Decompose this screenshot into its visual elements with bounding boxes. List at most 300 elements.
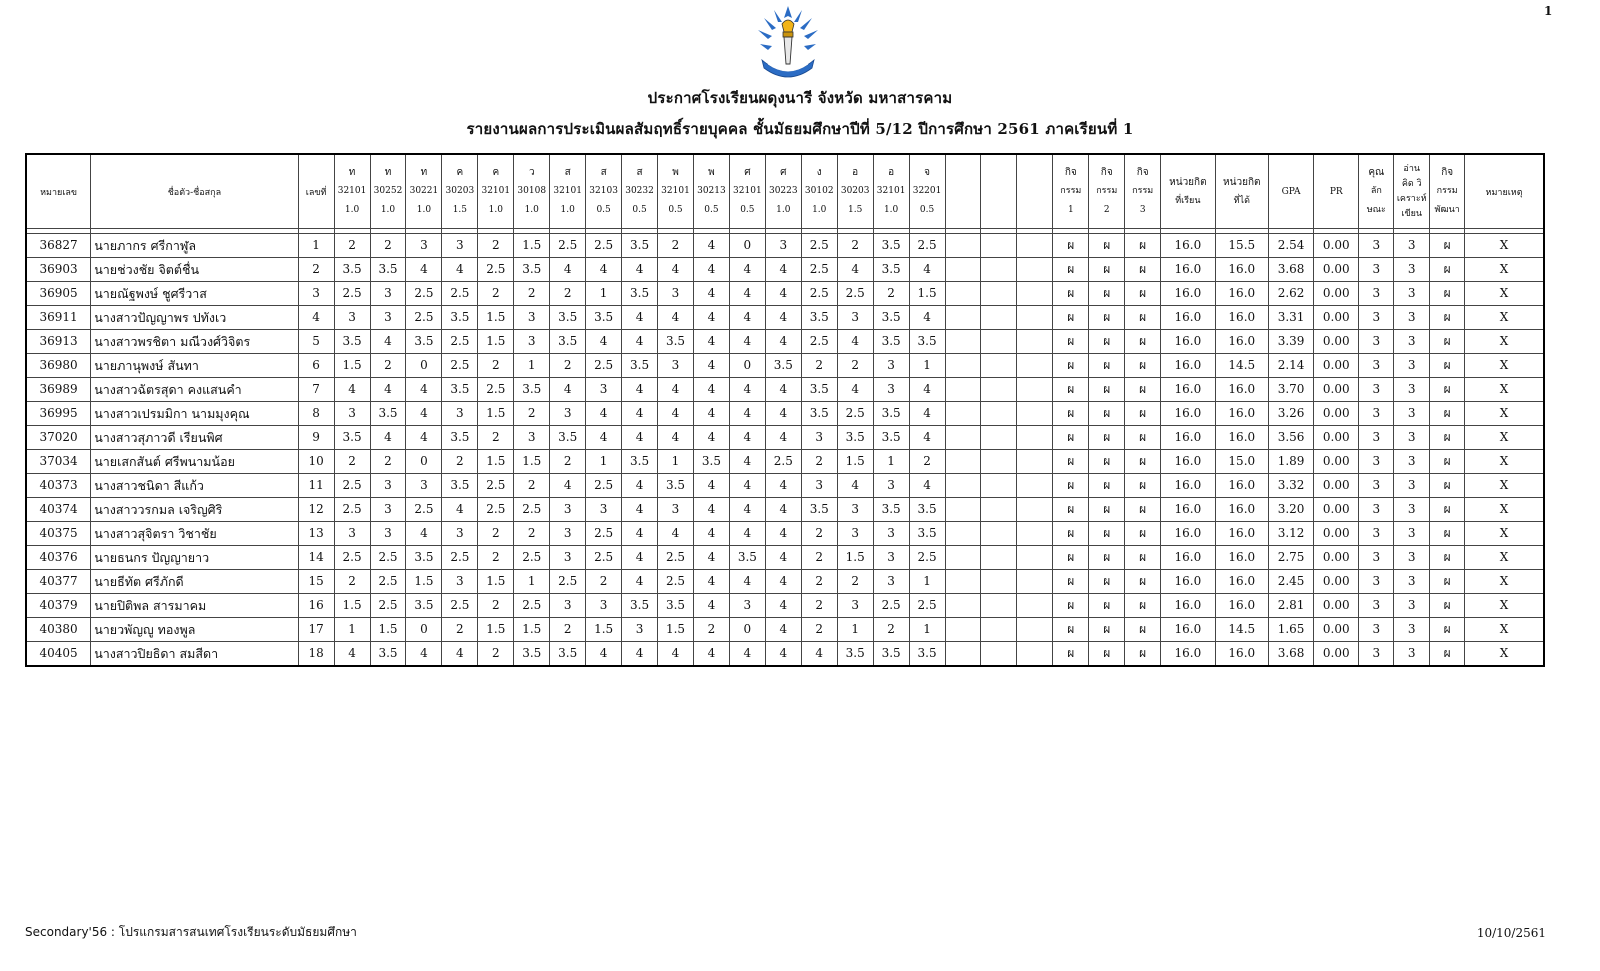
grade-cell: 4 (658, 642, 694, 667)
grade-cell: 3.5 (658, 474, 694, 498)
grade-cell: 1 (873, 450, 909, 474)
grade-cell: 4 (370, 426, 406, 450)
grade-cell: 4 (729, 642, 765, 667)
grade-cell: 2 (370, 234, 406, 258)
empty-cell (981, 282, 1017, 306)
table-row (26, 306, 1544, 330)
development-activity-cell: ผ (1430, 282, 1465, 306)
pr-cell: 0.00 (1314, 570, 1359, 594)
grade-cell: 3 (550, 498, 586, 522)
grade-cell: 1 (334, 618, 370, 642)
empty-cell (981, 570, 1017, 594)
credits-studied-cell: 16.0 (1161, 306, 1215, 330)
student-number-cell: 13 (298, 522, 334, 546)
grade-cell: 3.5 (514, 378, 550, 402)
read-think-write-cell: 3 (1394, 258, 1430, 282)
page-number: 1 (1544, 4, 1553, 18)
grade-cell: 4 (622, 570, 658, 594)
grade-cell: 2 (478, 354, 514, 378)
grade-cell: 4 (765, 306, 801, 330)
empty-cell (945, 450, 981, 474)
grade-cell: 2.5 (370, 594, 406, 618)
activity-result-cell: ผ (1089, 354, 1125, 378)
grade-cell: 3.5 (622, 282, 658, 306)
header-label-line: ค (456, 167, 464, 178)
pr-cell: 0.00 (1314, 450, 1359, 474)
grade-cell: 4 (693, 234, 729, 258)
header-label-line: 32101 (733, 186, 762, 196)
empty-cell (945, 570, 981, 594)
grade-cell: 4 (765, 594, 801, 618)
column-header-subject (909, 154, 945, 229)
header-label-line: พ (708, 167, 715, 178)
grade-cell: 2 (801, 546, 837, 570)
grade-cell: 4 (765, 330, 801, 354)
note-cell: X (1465, 306, 1544, 330)
grade-cell: 2 (514, 474, 550, 498)
header-label-line: 30102 (804, 186, 834, 196)
note-cell: X (1465, 546, 1544, 570)
grade-cell: 4 (406, 378, 442, 402)
empty-cell (1017, 618, 1053, 642)
header-label-line: 30223 (768, 186, 798, 196)
column-header-subject (334, 154, 370, 229)
grade-cell: 4 (334, 642, 370, 667)
gpa-cell: 2.14 (1268, 354, 1313, 378)
grade-cell: 4 (658, 378, 694, 402)
student-name-cell: นางสาววรกมล เจริญศิริ (91, 498, 298, 522)
credits-studied-cell: 16.0 (1161, 498, 1215, 522)
grade-cell: 4 (693, 594, 729, 618)
header-label-line: 32103 (589, 186, 618, 196)
note-cell: X (1465, 642, 1544, 667)
grade-cell: 3.5 (370, 258, 406, 282)
activity-result-cell: ผ (1053, 330, 1089, 354)
grade-cell: 3.5 (622, 450, 658, 474)
grade-cell: 3 (765, 234, 801, 258)
grade-cell: 4 (586, 642, 622, 667)
grade-cell: 3.5 (873, 498, 909, 522)
development-activity-cell: ผ (1430, 498, 1465, 522)
grade-cell: 3 (370, 498, 406, 522)
grade-cell: 4 (729, 258, 765, 282)
grade-cell: 4 (622, 258, 658, 282)
grade-cell: 3 (550, 522, 586, 546)
table-row (26, 498, 1544, 522)
pr-cell: 0.00 (1314, 306, 1359, 330)
student-number-cell: 10 (298, 450, 334, 474)
grade-cell: 4 (586, 426, 622, 450)
credits-earned-cell: 14.5 (1215, 354, 1268, 378)
development-activity-cell: ผ (1430, 642, 1465, 667)
gpa-cell: 3.12 (1268, 522, 1313, 546)
header-label-line: 0.5 (740, 205, 755, 215)
grade-cell: 4 (586, 330, 622, 354)
grade-cell: 3 (658, 282, 694, 306)
activity-result-cell: ผ (1089, 522, 1125, 546)
grade-cell: 3 (442, 234, 478, 258)
column-header-subject (801, 154, 837, 229)
grade-cell: 2 (478, 426, 514, 450)
grade-cell: 3 (370, 306, 406, 330)
pr-cell: 0.00 (1314, 282, 1359, 306)
grade-cell: 3.5 (801, 378, 837, 402)
grade-cell: 2.5 (442, 330, 478, 354)
student-name-cell: นายช่วงชัย จิตต์ชื่น (91, 258, 298, 282)
student-id-cell: 36989 (26, 378, 91, 402)
grade-cell: 3.5 (442, 378, 478, 402)
student-id-cell: 40405 (26, 642, 91, 667)
header-label-line: 1.0 (380, 205, 396, 215)
student-number-cell: 6 (298, 354, 334, 378)
empty-cell (945, 426, 981, 450)
grade-cell: 1 (586, 450, 622, 474)
grade-cell: 1 (837, 618, 873, 642)
grade-cell: 2.5 (586, 546, 622, 570)
grade-cell: 3 (442, 402, 478, 426)
grade-cell: 3.5 (622, 354, 658, 378)
grade-cell: 3.5 (370, 642, 406, 667)
grade-cell: 3.5 (442, 306, 478, 330)
grade-cell: 4 (729, 378, 765, 402)
empty-cell (1017, 570, 1053, 594)
grade-cell: 4 (442, 642, 478, 667)
empty-cell (945, 618, 981, 642)
grade-cell: 2.5 (801, 330, 837, 354)
grade-cell: 4 (909, 474, 945, 498)
student-name-cell: นายธีทัต ศรีภักดี (91, 570, 298, 594)
read-think-write-cell: 3 (1394, 282, 1430, 306)
activity-result-cell: ผ (1125, 426, 1161, 450)
student-id-cell: 40379 (26, 594, 91, 618)
grade-cell: 4 (693, 354, 729, 378)
credits-studied-cell: 16.0 (1161, 450, 1215, 474)
grade-cell: 3 (550, 594, 586, 618)
grade-cell: 4 (729, 474, 765, 498)
empty-cell (981, 594, 1017, 618)
empty-cell (1017, 354, 1053, 378)
read-think-write-cell: 3 (1394, 570, 1430, 594)
grade-cell: 2 (909, 450, 945, 474)
read-think-write-cell: 3 (1394, 522, 1430, 546)
credits-studied-cell: 16.0 (1161, 522, 1215, 546)
grade-cell: 2 (873, 618, 909, 642)
grade-cell: 4 (729, 402, 765, 426)
table-row (26, 234, 1544, 258)
gpa-cell: 3.20 (1268, 498, 1313, 522)
grade-cell: 2.5 (586, 522, 622, 546)
header-label-line: ศ (780, 167, 787, 178)
development-activity-cell: ผ (1430, 354, 1465, 378)
grade-cell: 3 (801, 426, 837, 450)
pr-cell: 0.00 (1314, 258, 1359, 282)
activity-result-cell: ผ (1125, 330, 1161, 354)
grade-cell: 2.5 (586, 474, 622, 498)
student-id-cell: 36913 (26, 330, 91, 354)
student-id-cell: 40377 (26, 570, 91, 594)
gpa-cell: 1.65 (1268, 618, 1313, 642)
student-name-cell: นางสาวปิยธิดา สมสีดา (91, 642, 298, 667)
development-activity-cell: ผ (1430, 306, 1465, 330)
header-label-line: 1.0 (416, 205, 432, 215)
pr-cell: 0.00 (1314, 330, 1359, 354)
grade-cell: 2 (514, 402, 550, 426)
header-label-line: 1.0 (488, 205, 503, 215)
column-header-number: เลขที่ (298, 154, 334, 229)
header-label-line: 32101 (876, 186, 906, 196)
header-label-line: อ (888, 167, 895, 178)
grade-cell: 2 (801, 570, 837, 594)
development-activity-cell: ผ (1430, 234, 1465, 258)
credits-studied-cell: 16.0 (1161, 474, 1215, 498)
grade-cell: 2 (658, 234, 694, 258)
note-cell: X (1465, 330, 1544, 354)
grade-cell: 3.5 (909, 642, 945, 667)
grade-cell: 2.5 (801, 258, 837, 282)
student-id-cell: 40380 (26, 618, 91, 642)
student-name-cell: นางสาวพรชิตา มณีวงศ์วิจิตร (91, 330, 298, 354)
grade-cell: 4 (550, 378, 586, 402)
student-id-cell: 37034 (26, 450, 91, 474)
activity-result-cell: ผ (1053, 282, 1089, 306)
development-activity-cell: ผ (1430, 258, 1465, 282)
credits-earned-cell: 16.0 (1215, 378, 1268, 402)
activity-result-cell: ผ (1053, 498, 1089, 522)
grade-cell: 4 (729, 570, 765, 594)
grade-cell: 1 (586, 282, 622, 306)
header-label-line: ษณะ (1366, 205, 1386, 215)
activity-result-cell: ผ (1053, 450, 1089, 474)
grade-cell: 2.5 (909, 546, 945, 570)
note-cell: X (1465, 402, 1544, 426)
activity-result-cell: ผ (1053, 354, 1089, 378)
development-activity-cell: ผ (1430, 546, 1465, 570)
grade-cell: 3 (550, 402, 586, 426)
column-header-gpa: GPA (1268, 154, 1313, 229)
pr-cell: 0.00 (1314, 474, 1359, 498)
empty-cell (981, 330, 1017, 354)
development-activity-cell: ผ (1430, 570, 1465, 594)
grade-cell: 4 (406, 426, 442, 450)
activity-result-cell: ผ (1053, 306, 1089, 330)
grade-cell: 4 (658, 522, 694, 546)
header-label-line: พ (672, 167, 679, 178)
student-id-cell: 40376 (26, 546, 91, 570)
grade-cell: 4 (693, 570, 729, 594)
activity-result-cell: ผ (1125, 450, 1161, 474)
grade-cell: 3 (334, 306, 370, 330)
empty-cell (1017, 402, 1053, 426)
column-header-characteristics (1359, 154, 1394, 229)
activity-result-cell: ผ (1125, 378, 1161, 402)
credits-earned-cell: 16.0 (1215, 546, 1268, 570)
development-activity-cell: ผ (1430, 426, 1465, 450)
activity-result-cell: ผ (1125, 618, 1161, 642)
credits-earned-cell: 16.0 (1215, 642, 1268, 667)
empty-cell (981, 450, 1017, 474)
pr-cell: 0.00 (1314, 354, 1359, 378)
grade-cell: 4 (765, 570, 801, 594)
grade-cell: 2 (693, 618, 729, 642)
characteristics-cell: 3 (1359, 642, 1394, 667)
activity-result-cell: ผ (1089, 234, 1125, 258)
grade-cell: 1 (909, 570, 945, 594)
grade-cell: 4 (765, 426, 801, 450)
table-row (26, 258, 1544, 282)
grade-cell: 2.5 (406, 282, 442, 306)
header-label-line: 1 (1067, 205, 1074, 215)
grade-cell: 3.5 (873, 426, 909, 450)
development-activity-cell: ผ (1430, 522, 1465, 546)
activity-result-cell: ผ (1089, 618, 1125, 642)
table-row (26, 402, 1544, 426)
header-label-line: 1.0 (344, 205, 360, 215)
grade-cell: 2.5 (801, 234, 837, 258)
grade-cell: 4 (729, 330, 765, 354)
characteristics-cell: 3 (1359, 258, 1394, 282)
note-cell: X (1465, 354, 1544, 378)
note-cell: X (1465, 450, 1544, 474)
credits-earned-cell: 16.0 (1215, 258, 1268, 282)
header-label-line: กรรม (1436, 186, 1458, 196)
grade-cell: 2 (478, 282, 514, 306)
empty-cell (981, 522, 1017, 546)
grade-cell: 1.5 (478, 330, 514, 354)
characteristics-cell: 3 (1359, 426, 1394, 450)
grade-cell: 4 (622, 306, 658, 330)
pr-cell: 0.00 (1314, 498, 1359, 522)
column-header-subject (765, 154, 801, 229)
header-label-line: 30232 (625, 186, 654, 196)
grade-cell: 2.5 (837, 402, 873, 426)
grade-cell: 1.5 (586, 618, 622, 642)
empty-cell (981, 618, 1017, 642)
grade-cell: 2 (550, 618, 586, 642)
header-label-line: กิจ (1136, 167, 1149, 178)
grade-cell: 3.5 (550, 306, 586, 330)
column-header-empty (1017, 154, 1053, 229)
grade-cell: 3 (873, 570, 909, 594)
read-think-write-cell: 3 (1394, 618, 1430, 642)
grade-cell: 2 (478, 546, 514, 570)
credits-earned-cell: 16.0 (1215, 330, 1268, 354)
report-subtitle: รายงานผลการประเมินผลสัมฤทธิ์รายบุคคล ชั้นมัธยมศึกษาปีที่ 5/12 ปีการศึกษา 2561 ภาคเรียนที่ 1 (466, 120, 1134, 138)
empty-cell (1017, 306, 1053, 330)
credits-studied-cell: 16.0 (1161, 402, 1215, 426)
grade-cell: 3.5 (658, 330, 694, 354)
header-label-line: กิจ (1441, 167, 1454, 178)
grade-cell: 3.5 (837, 426, 873, 450)
empty-cell (945, 522, 981, 546)
grade-cell: 2 (586, 570, 622, 594)
grade-cell: 2 (514, 282, 550, 306)
activity-result-cell: ผ (1089, 450, 1125, 474)
credits-earned-cell: 15.5 (1215, 234, 1268, 258)
note-cell: X (1465, 618, 1544, 642)
grade-cell: 1.5 (370, 618, 406, 642)
header-label-line: 0.5 (668, 205, 683, 215)
pr-cell: 0.00 (1314, 546, 1359, 570)
header-label-line: 32101 (553, 186, 582, 196)
empty-cell (945, 354, 981, 378)
header-label-line: ค (492, 167, 500, 178)
column-header-subject (693, 154, 729, 229)
grade-cell: 4 (550, 258, 586, 282)
grade-cell: 4 (622, 378, 658, 402)
student-number-cell: 7 (298, 378, 334, 402)
grade-cell: 2.5 (334, 546, 370, 570)
grade-cell: 4 (729, 522, 765, 546)
grade-cell: 4 (693, 546, 729, 570)
empty-cell (981, 258, 1017, 282)
grade-cell: 3 (406, 474, 442, 498)
grade-cell: 4 (729, 498, 765, 522)
grade-cell: 2.5 (765, 450, 801, 474)
grade-cell: 3.5 (837, 642, 873, 667)
characteristics-cell: 3 (1359, 282, 1394, 306)
development-activity-cell: ผ (1430, 594, 1465, 618)
header-label-line: ส (600, 167, 607, 178)
student-number-cell: 8 (298, 402, 334, 426)
credits-earned-cell: 16.0 (1215, 306, 1268, 330)
student-id-cell: 36980 (26, 354, 91, 378)
student-name-cell: นายเสกสันต์ ศรีพนามน้อย (91, 450, 298, 474)
grade-cell: 4 (658, 402, 694, 426)
activity-result-cell: ผ (1089, 570, 1125, 594)
activity-result-cell: ผ (1053, 378, 1089, 402)
grade-cell: 4 (801, 642, 837, 667)
grade-cell: 2 (478, 234, 514, 258)
header-label-line: กรรม (1060, 186, 1082, 196)
header-label-line: เขียน (1401, 208, 1423, 219)
activity-result-cell: ผ (1053, 402, 1089, 426)
grade-cell: 2 (550, 282, 586, 306)
table-row (26, 546, 1544, 570)
grade-cell: 2 (801, 594, 837, 618)
characteristics-cell: 3 (1359, 306, 1394, 330)
credits-earned-cell: 16.0 (1215, 522, 1268, 546)
grade-cell: 4 (909, 306, 945, 330)
grade-cell: 3.5 (873, 642, 909, 667)
credits-studied-cell: 16.0 (1161, 234, 1215, 258)
grade-cell: 3 (370, 282, 406, 306)
activity-result-cell: ผ (1089, 306, 1125, 330)
activity-result-cell: ผ (1125, 546, 1161, 570)
empty-cell (945, 498, 981, 522)
grade-cell: 4 (693, 474, 729, 498)
grade-cell: 3.5 (406, 546, 442, 570)
student-name-cell: นางสาวฉัตรสุดา คงแสนคำ (91, 378, 298, 402)
note-cell: X (1465, 234, 1544, 258)
header-label-line: 1.0 (883, 205, 899, 215)
grade-cell: 4 (909, 402, 945, 426)
grade-cell: 2.5 (550, 570, 586, 594)
grade-cell: 3.5 (550, 426, 586, 450)
empty-cell (945, 282, 981, 306)
header-label-line: 30213 (697, 186, 726, 196)
gpa-cell: 2.62 (1268, 282, 1313, 306)
grade-cell: 3.5 (514, 258, 550, 282)
grade-cell: 0 (406, 450, 442, 474)
characteristics-cell: 3 (1359, 522, 1394, 546)
grade-cell: 3.5 (622, 234, 658, 258)
grade-cell: 2 (370, 450, 406, 474)
grade-cell: 2.5 (837, 282, 873, 306)
read-think-write-cell: 3 (1394, 306, 1430, 330)
grade-cell: 1.5 (478, 618, 514, 642)
grade-cell: 3 (442, 522, 478, 546)
student-number-cell: 5 (298, 330, 334, 354)
